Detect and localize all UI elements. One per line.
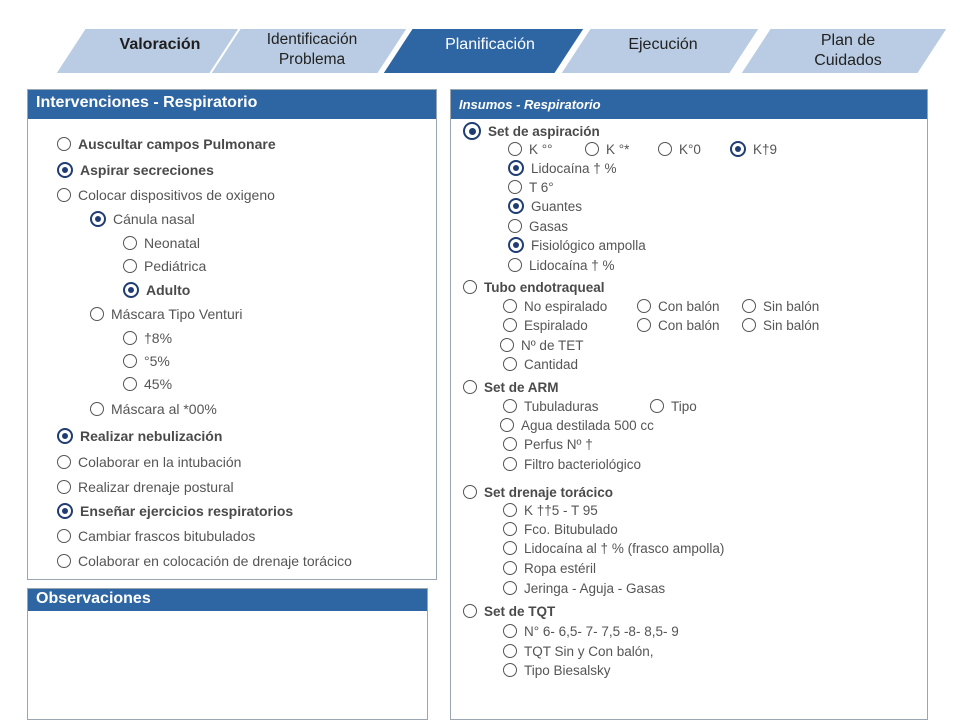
supply-label: Con balón: [658, 317, 720, 333]
radio-unselected-icon[interactable]: [503, 644, 517, 658]
supplies-header: [451, 90, 927, 119]
supply-label: Fco. Bitubulado: [524, 521, 618, 537]
radio-unselected-icon[interactable]: [742, 318, 756, 332]
radio-selected-icon[interactable]: [90, 211, 106, 227]
supply-label: Guantes: [531, 198, 583, 214]
intervention-canula-nasal-3[interactable]: [90, 210, 195, 228]
supply-label: Set de TQT: [484, 603, 556, 619]
supply-label: Agua destilada 500 cc: [521, 417, 654, 433]
supply-label: K °°: [529, 141, 553, 157]
intervention-label: Cambiar frascos bitubulados: [78, 528, 256, 544]
radio-unselected-icon[interactable]: [503, 299, 517, 313]
radio-unselected-icon[interactable]: [57, 480, 71, 494]
intervention-5-9[interactable]: [123, 352, 170, 370]
intervention-8-8[interactable]: [123, 329, 172, 347]
radio-unselected-icon[interactable]: [57, 455, 71, 469]
radio-selected-icon[interactable]: [508, 198, 524, 214]
intervention-label: Aspirar secreciones: [80, 162, 214, 178]
supply-k-9-4[interactable]: [730, 140, 777, 158]
radio-unselected-icon[interactable]: [508, 142, 522, 156]
supply-no-espiralado-12[interactable]: [503, 297, 607, 315]
radio-selected-icon[interactable]: [463, 122, 481, 140]
supply-espiralado-15[interactable]: [503, 316, 588, 334]
supplies-title: Insumos - Respiratorio: [459, 97, 601, 112]
tab-plan-de-cuidados[interactable]: Plan de Cuidados: [814, 32, 882, 69]
radio-unselected-icon[interactable]: [123, 236, 137, 250]
intervention-pediatrica-5[interactable]: [123, 257, 206, 275]
tab-ejecucion[interactable]: Ejecución: [628, 36, 698, 53]
radio-unselected-icon[interactable]: [585, 142, 599, 156]
radio-unselected-icon[interactable]: [503, 457, 517, 471]
supply-label: Con balón: [658, 298, 720, 314]
supply-n-de-tet-18[interactable]: [500, 336, 583, 354]
intervention-colocar-dispositivos-de-oxigeno-2[interactable]: [57, 186, 275, 204]
tab-valoracion[interactable]: Valoración: [119, 36, 201, 53]
supply-label: K °*: [606, 141, 630, 157]
radio-unselected-icon[interactable]: [650, 399, 664, 413]
intervention-cambiar-frascos-bitubulados-16[interactable]: [57, 527, 255, 545]
supply-label: Filtro bacteriológico: [524, 456, 642, 472]
radio-unselected-icon[interactable]: [503, 624, 517, 638]
supply-label: Lidocaína † %: [529, 257, 615, 273]
intervention-label: Pediátrica: [144, 258, 207, 274]
supply-n-6-6-5-7-7-5-8-8-5-9-33[interactable]: [503, 622, 679, 640]
radio-unselected-icon[interactable]: [508, 180, 522, 194]
supply-fisiologico-ampolla-9[interactable]: [508, 236, 646, 254]
supply-perfus-n-24[interactable]: [503, 435, 593, 453]
radio-unselected-icon[interactable]: [503, 357, 517, 371]
radio-unselected-icon[interactable]: [123, 259, 137, 273]
supply-label: No espiralado: [524, 298, 608, 314]
supply-tipo-biesalsky-35[interactable]: [503, 661, 611, 679]
supply-set-de-tqt-32[interactable]: [463, 602, 555, 620]
observations-textarea[interactable]: [28, 611, 427, 719]
radio-unselected-icon[interactable]: [508, 258, 522, 272]
intervention-label: Máscara Tipo Venturi: [111, 306, 243, 322]
supply-tubo-endotraqueal-11[interactable]: [463, 278, 605, 296]
supply-t-6-6[interactable]: [508, 178, 554, 196]
supply-label: Sin balón: [763, 317, 820, 333]
intervention-45-10[interactable]: [123, 375, 172, 393]
interventions-header: [28, 90, 436, 119]
radio-unselected-icon[interactable]: [637, 299, 651, 313]
supply-label: Fisiológico ampolla: [531, 237, 646, 253]
intervention-neonatal-4[interactable]: [123, 234, 200, 252]
supply-con-balon-16[interactable]: [637, 316, 720, 334]
radio-selected-icon[interactable]: [730, 141, 746, 157]
radio-selected-icon[interactable]: [123, 282, 139, 298]
radio-unselected-icon[interactable]: [503, 541, 517, 555]
radio-unselected-icon[interactable]: [57, 137, 71, 151]
radio-unselected-icon[interactable]: [463, 485, 477, 499]
intervention-auscultar-campos-pulmonare-0[interactable]: [57, 135, 276, 153]
supply-cantidad-19[interactable]: [503, 355, 578, 373]
intervention-realizar-drenaje-postural-14[interactable]: [57, 478, 234, 496]
supply-label: Jeringa - Aguja - Gasas: [524, 580, 666, 596]
radio-unselected-icon[interactable]: [57, 529, 71, 543]
intervention-label: Colaborar en colocación de drenaje torácico: [78, 553, 352, 569]
radio-unselected-icon[interactable]: [463, 280, 477, 294]
intervention-label: Neonatal: [144, 235, 201, 251]
supply-sin-balon-17[interactable]: [742, 316, 819, 334]
observations-header: [28, 589, 427, 611]
intervention-label: Máscara al *00%: [111, 401, 217, 417]
supply-label: Gasas: [529, 218, 569, 234]
supply-k-5-t-95-27[interactable]: [503, 501, 598, 519]
intervention-colaborar-en-colocacion-de-drenaje-toracico-17[interactable]: [57, 552, 352, 570]
supply-k-1[interactable]: [508, 140, 553, 158]
supply-con-balon-13[interactable]: [637, 297, 720, 315]
supply-lidocaina-al-frasco-ampolla-29[interactable]: [503, 539, 724, 557]
supply-label: Ropa estéril: [524, 560, 597, 576]
supply-lidocaina-5[interactable]: [508, 159, 617, 177]
radio-unselected-icon[interactable]: [503, 581, 517, 595]
radio-unselected-icon[interactable]: [503, 522, 517, 536]
intervention-colaborar-en-la-intubacion-13[interactable]: [57, 453, 241, 471]
observations-title: Observaciones: [36, 590, 151, 607]
supply-label: K ††5 - T 95: [524, 502, 598, 518]
supply-tqt-sin-y-con-balon-34[interactable]: [503, 642, 654, 660]
supply-filtro-bacteriologico-25[interactable]: [503, 455, 641, 473]
supply-label: Set de aspiración: [488, 123, 600, 139]
intervention-mascara-tipo-venturi-7[interactable]: [90, 305, 243, 323]
radio-unselected-icon[interactable]: [742, 299, 756, 313]
supply-gasas-8[interactable]: [508, 217, 568, 235]
supply-set-de-aspiracion-0[interactable]: [463, 122, 600, 140]
supply-label: Espiralado: [524, 317, 588, 333]
radio-unselected-icon[interactable]: [123, 354, 137, 368]
intervention-label: Auscultar campos Pulmonare: [78, 136, 276, 152]
intervention-label: Realizar drenaje postural: [78, 479, 234, 495]
radio-unselected-icon[interactable]: [500, 418, 514, 432]
supply-label: Tipo: [671, 398, 697, 414]
radio-unselected-icon[interactable]: [463, 604, 477, 618]
radio-unselected-icon[interactable]: [503, 561, 517, 575]
observations-panel: [27, 588, 428, 720]
supply-guantes-7[interactable]: [508, 197, 582, 215]
supply-label: K°0: [679, 141, 701, 157]
intervention-adulto-6[interactable]: [123, 281, 190, 299]
intervention-label: Cánula nasal: [113, 211, 195, 227]
supply-label: Perfus Nº †: [524, 436, 593, 452]
radio-unselected-icon[interactable]: [500, 338, 514, 352]
supply-lidocaina-10[interactable]: [508, 256, 615, 274]
intervention-label: °5%: [144, 353, 170, 369]
intervention-mascara-al-00-11[interactable]: [90, 400, 217, 418]
supply-label: Tubo endotraqueal: [484, 279, 605, 295]
supply-k-0-3[interactable]: [658, 140, 701, 158]
supply-label: Tipo Biesalsky: [524, 662, 611, 678]
supply-label: K†9: [753, 141, 778, 157]
radio-unselected-icon[interactable]: [123, 331, 137, 345]
radio-unselected-icon[interactable]: [57, 188, 71, 202]
tab-planificacion[interactable]: Planificación: [445, 36, 535, 53]
intervention-label: †8%: [144, 330, 173, 346]
supply-fco-bitubulado-28[interactable]: [503, 520, 618, 538]
supply-label: Lidocaína al † % (frasco ampolla): [524, 540, 725, 556]
radio-unselected-icon[interactable]: [503, 318, 517, 332]
radio-unselected-icon[interactable]: [503, 437, 517, 451]
supply-label: Cantidad: [524, 356, 579, 372]
supply-label: Nº de TET: [521, 337, 584, 353]
supply-tipo-22[interactable]: [650, 397, 697, 415]
radio-selected-icon[interactable]: [508, 237, 524, 253]
radio-selected-icon[interactable]: [508, 160, 524, 176]
radio-unselected-icon[interactable]: [123, 377, 137, 391]
supply-tubuladuras-21[interactable]: [503, 397, 599, 415]
radio-unselected-icon[interactable]: [503, 663, 517, 677]
intervention-label: 45%: [144, 376, 173, 392]
supply-sin-balon-14[interactable]: [742, 297, 819, 315]
radio-unselected-icon[interactable]: [637, 318, 651, 332]
intervention-aspirar-secreciones-1[interactable]: [57, 161, 214, 179]
supply-label: TQT Sin y Con balón,: [524, 643, 654, 659]
radio-unselected-icon[interactable]: [658, 142, 672, 156]
intervention-label: Adulto: [146, 282, 191, 298]
radio-unselected-icon[interactable]: [90, 307, 104, 321]
radio-selected-icon[interactable]: [57, 503, 73, 519]
radio-unselected-icon[interactable]: [57, 554, 71, 568]
supply-agua-destilada-500-cc-23[interactable]: [500, 416, 654, 434]
intervention-label: Enseñar ejercicios respiratorios: [80, 503, 294, 519]
supply-label: N° 6- 6,5- 7- 7,5 -8- 8,5- 9: [524, 623, 679, 639]
supply-set-drenaje-toracico-26[interactable]: [463, 483, 613, 501]
supply-set-de-arm-20[interactable]: [463, 378, 559, 396]
supply-label: Lidocaína † %: [531, 160, 617, 176]
radio-selected-icon[interactable]: [57, 428, 73, 444]
intervention-label: Colaborar en la intubación: [78, 454, 242, 470]
radio-unselected-icon[interactable]: [503, 399, 517, 413]
intervention-label: Colocar dispositivos de oxigeno: [78, 187, 275, 203]
radio-selected-icon[interactable]: [57, 162, 73, 178]
supply-label: Set de ARM: [484, 379, 559, 395]
supply-label: Tubuladuras: [524, 398, 599, 414]
radio-unselected-icon[interactable]: [503, 503, 517, 517]
intervention-ensenar-ejercicios-respiratorios-15[interactable]: [57, 502, 293, 520]
supply-ropa-esteril-30[interactable]: [503, 559, 596, 577]
interventions-title: Intervenciones - Respiratorio: [36, 94, 258, 111]
intervention-realizar-nebulizacion-12[interactable]: [57, 427, 222, 445]
supply-jeringa-aguja-gasas-31[interactable]: [503, 579, 665, 597]
radio-unselected-icon[interactable]: [508, 219, 522, 233]
supply-label: Sin balón: [763, 298, 820, 314]
supply-k-2[interactable]: [585, 140, 629, 158]
intervention-label: Realizar nebulización: [80, 428, 223, 444]
tab-identificacion-problema[interactable]: Identificación Problema: [266, 31, 358, 68]
radio-unselected-icon[interactable]: [90, 402, 104, 416]
supply-label: Set drenaje torácico: [484, 484, 614, 500]
supply-label: T 6°: [529, 179, 554, 195]
radio-unselected-icon[interactable]: [463, 380, 477, 394]
